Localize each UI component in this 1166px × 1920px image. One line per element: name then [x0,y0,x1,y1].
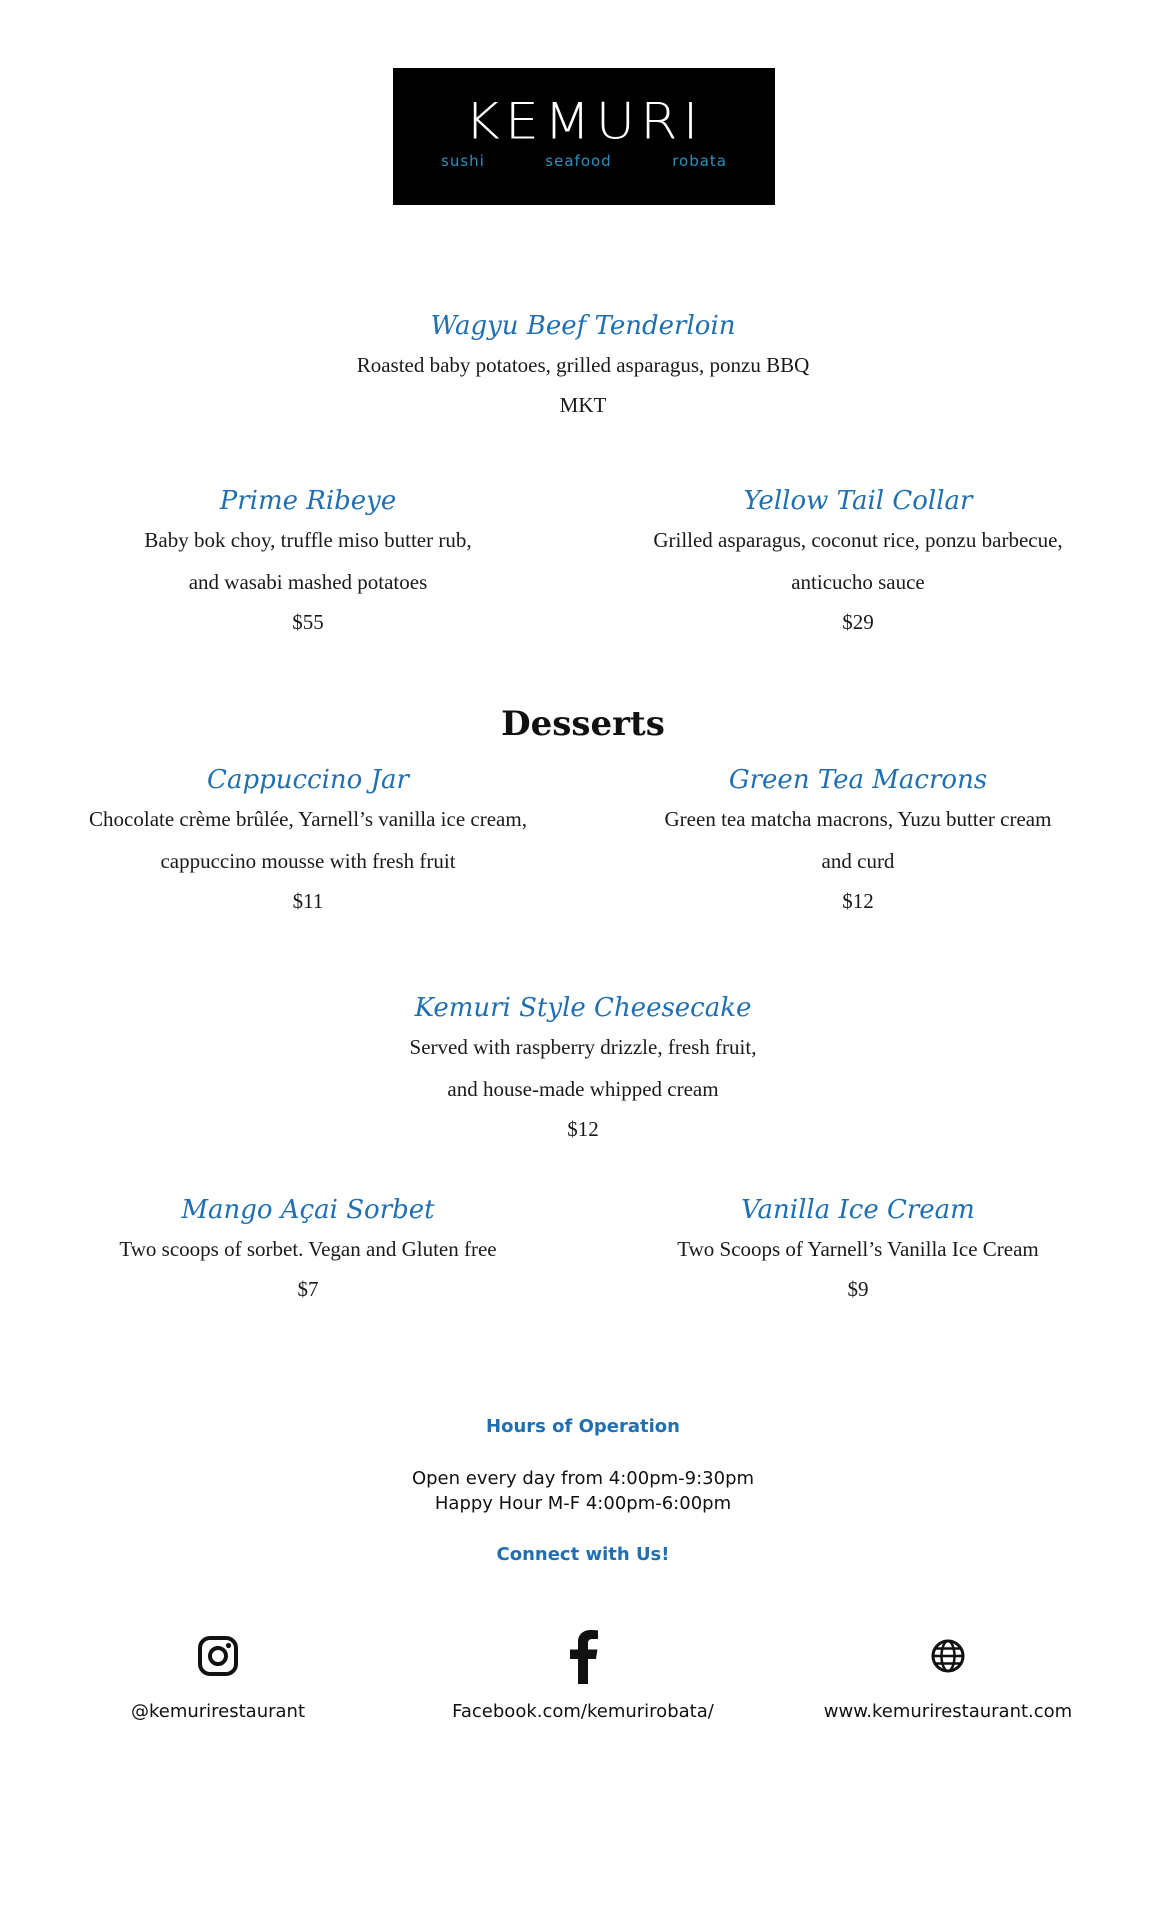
item-name: Green Tea Macrons [728,765,988,795]
connect-heading: Connect with Us! [496,1544,670,1565]
instagram-handle[interactable]: @kemurirestaurant [130,1701,306,1722]
item-description: Two scoops of sorbet. Vegan and Gluten free [119,1237,497,1261]
hours-heading: Hours of Operation [486,1416,680,1437]
website-link[interactable]: www.kemurirestaurant.com [823,1701,1073,1722]
menu-item-kemuri-cheesecake [233,990,933,1148]
item-description: anticucho sauce [791,570,925,594]
logo-tag-seafood: seafood [545,152,612,170]
item-price: $55 [292,610,324,634]
item-description: and wasabi mashed potatoes [188,570,428,594]
social-facebook[interactable] [433,1625,733,1722]
kemuri-logo [393,68,775,205]
menu-item-prime-ribeye [28,483,588,641]
facebook-link[interactable]: Facebook.com/kemurirobata/ [452,1701,714,1722]
item-price: $12 [842,889,874,913]
item-name: Cappuccino Jar [207,765,409,795]
item-description: Baby bok choy, truffle miso butter rub, [144,528,472,552]
menu-item-yellow-tail-collar [578,483,1138,641]
menu-item-vanilla-ice-cream [578,1192,1138,1308]
item-description: Two Scoops of Yarnell’s Vanilla Ice Cream [677,1237,1039,1261]
item-name: Yellow Tail Collar [743,486,973,516]
logo-tag-sushi: sushi [441,152,485,170]
globe-icon[interactable] [808,1625,1088,1687]
item-description: Green tea matcha macrons, Yuzu butter cream [664,807,1052,831]
menu-item-wagyu [233,308,933,424]
item-price: $11 [292,889,324,913]
menu-item-cappuccino-jar [28,762,588,920]
item-price: MKT [559,393,607,417]
item-description: Served with raspberry drizzle, fresh fruit, [409,1035,757,1059]
item-description: Roasted baby potatoes, grilled asparagus, ponzu BBQ [356,353,810,377]
hours-line-happy-hour: Happy Hour M-F 4:00pm-6:00pm [434,1493,732,1514]
item-description: Grilled asparagus, coconut rice, ponzu barbecue, [653,528,1063,552]
item-description: and curd [821,849,895,873]
item-name: Vanilla Ice Cream [741,1195,975,1225]
item-name: Wagyu Beef Tenderloin [430,311,736,341]
item-description: cappuccino mousse with fresh fruit [160,849,456,873]
item-name: Prime Ribeye [219,486,397,516]
social-website[interactable] [808,1625,1088,1722]
facebook-icon[interactable] [433,1625,733,1687]
item-name: Mango Açai Sorbet [181,1195,435,1225]
item-description: and house-made whipped cream [447,1077,719,1101]
logo-tag-robata: robata [672,152,727,170]
hours-line-daily: Open every day from 4:00pm-9:30pm [411,1468,755,1489]
instagram-icon[interactable] [98,1625,338,1687]
item-price: $7 [297,1277,319,1301]
item-price: $9 [847,1277,869,1301]
logo-tagline [441,152,727,170]
item-price: $29 [842,610,874,634]
logo-wordmark: KEMURI [464,92,704,151]
item-price: $12 [567,1117,599,1141]
menu-item-mango-acai-sorbet [28,1192,588,1308]
social-instagram[interactable] [98,1625,338,1722]
menu-item-green-tea-macrons [578,762,1138,920]
item-description: Chocolate crème brûlée, Yarnell’s vanilla ice cream, [89,807,527,831]
desserts-heading: Desserts [501,704,665,744]
item-name: Kemuri Style Cheesecake [414,993,752,1023]
